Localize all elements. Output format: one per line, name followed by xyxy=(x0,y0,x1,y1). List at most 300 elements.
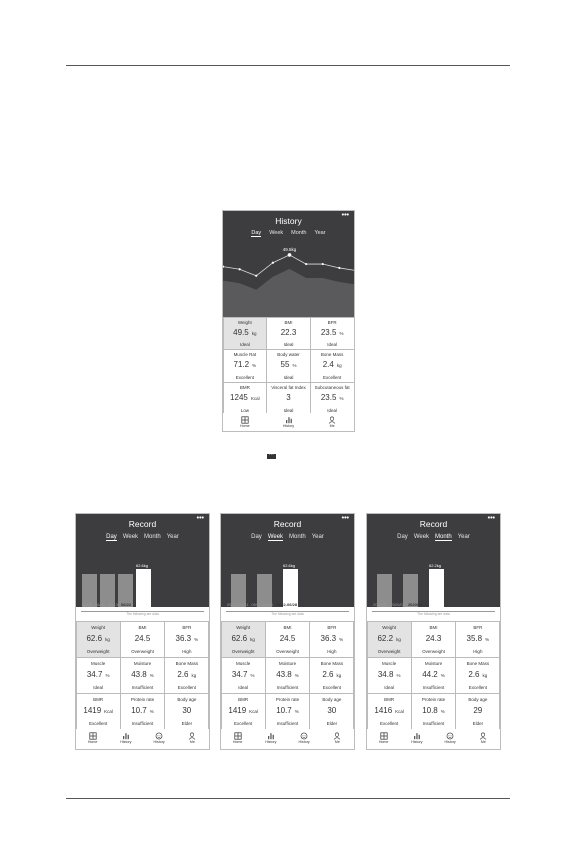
tab-week[interactable]: Week xyxy=(413,534,430,540)
data-point[interactable] xyxy=(223,266,224,268)
metric-status: Insufficient xyxy=(131,685,154,691)
metric-cell-bmr[interactable] xyxy=(367,693,412,730)
record-screen-day xyxy=(75,513,210,750)
me-icon xyxy=(479,732,487,740)
metric-value: 22.3 xyxy=(280,327,297,337)
metric-value-row xyxy=(266,634,309,643)
nav-label: History xyxy=(444,740,456,744)
metric-label: BMI xyxy=(138,624,147,630)
history-icon xyxy=(285,416,293,424)
nav-item-history[interactable] xyxy=(400,729,433,749)
metric-status: Ideal xyxy=(327,407,338,413)
metric-value-row xyxy=(311,360,354,369)
metric-label: Moisture xyxy=(133,660,152,666)
metric-value-row xyxy=(77,670,120,679)
metric-value-row xyxy=(456,706,499,715)
metric-value: 24.5 xyxy=(134,633,151,643)
metric-label: Bone Mass xyxy=(320,660,344,666)
metric-status: Insufficient xyxy=(422,721,445,727)
area-fill xyxy=(223,269,355,319)
metric-status: Ideal xyxy=(327,342,338,348)
more-icon[interactable]: ••• xyxy=(196,515,204,522)
metric-value-row xyxy=(310,706,353,715)
nav-item-me[interactable] xyxy=(321,729,354,749)
metric-label: BFR xyxy=(327,319,337,325)
metric-cell-body-age[interactable] xyxy=(164,693,209,730)
metric-status: Insufficient xyxy=(276,721,299,727)
date-tick[interactable]: 05/26-06/01 xyxy=(227,602,249,607)
metric-label: Weight xyxy=(236,624,251,630)
metric-cell-moisture[interactable] xyxy=(265,657,310,694)
metric-unit: % xyxy=(105,672,110,678)
metric-value: 44.2 xyxy=(422,669,438,679)
metric-value: 2.6 xyxy=(177,669,189,679)
metric-value: 30 xyxy=(327,706,337,716)
metric-value: 10.7 xyxy=(276,706,292,716)
nav-item-history[interactable] xyxy=(434,729,467,749)
nav-item-history[interactable] xyxy=(143,729,176,749)
metric-value: 30 xyxy=(182,706,192,716)
metric-status: Excellent xyxy=(380,721,399,727)
metric-cell-bfr[interactable] xyxy=(455,621,500,658)
metric-label: BMR xyxy=(238,697,249,703)
metric-status: Excellent xyxy=(234,721,253,727)
metric-status: Excellent xyxy=(323,374,342,380)
metric-status: Ideal xyxy=(93,685,104,691)
nav-item-home[interactable] xyxy=(223,413,267,431)
metric-value: 34.7 xyxy=(231,669,248,679)
period-tabs xyxy=(223,230,354,237)
metric-value-row xyxy=(222,670,265,679)
metric-status: Overweight xyxy=(86,648,110,654)
metric-value: 49.5 xyxy=(233,327,249,337)
metric-cell-protein-rate[interactable] xyxy=(265,693,310,730)
nav-label: History xyxy=(282,424,295,428)
metric-unit: % xyxy=(294,709,299,715)
bar-value-label: 62.6kg xyxy=(136,563,149,568)
tab-month[interactable]: Month xyxy=(144,534,161,540)
nav-item-history[interactable] xyxy=(109,729,142,749)
metric-status: Ideal xyxy=(283,407,294,413)
tab-week[interactable]: Week xyxy=(267,534,284,540)
metric-label: Muscle xyxy=(91,660,106,666)
metric-cell-bone-mass[interactable] xyxy=(309,657,354,694)
me-icon xyxy=(328,416,336,424)
nav-label: Me xyxy=(480,740,486,744)
home-icon xyxy=(89,732,97,740)
metric-status: Ideal xyxy=(283,374,294,380)
metric-cell-bone-mass[interactable] xyxy=(164,657,209,694)
metric-label: BMR xyxy=(93,697,104,703)
nav-label: Home xyxy=(240,424,250,428)
metric-status: Ideal xyxy=(238,685,249,691)
metric-status: Elder xyxy=(472,721,484,727)
metric-unit: % xyxy=(339,636,344,642)
metric-value: 1419 xyxy=(228,706,247,716)
smile-icon xyxy=(446,732,454,740)
metric-value: 1245 xyxy=(230,392,248,402)
nav-label: Home xyxy=(87,740,98,744)
history-icon xyxy=(413,732,421,740)
metric-unit: % xyxy=(440,709,445,715)
bar-value-label: 62.2kg xyxy=(429,563,442,568)
date-tick[interactable]: 2020/09 xyxy=(407,602,423,607)
metric-value: 23.5 xyxy=(320,392,337,402)
nav-item-home[interactable] xyxy=(221,729,254,749)
metric-label: Muscle xyxy=(382,660,397,666)
following-data-label: The following are data xyxy=(81,611,204,617)
tab-week[interactable]: Week xyxy=(269,230,284,236)
metric-unit: kg xyxy=(191,672,197,678)
metric-unit: Kcal xyxy=(104,709,113,715)
metric-label: Subcutaneous fat xyxy=(314,384,350,390)
nav-label: History xyxy=(298,740,310,744)
metric-value-row xyxy=(310,634,353,643)
metric-label: Protein rate xyxy=(130,697,155,703)
metric-status: High xyxy=(327,648,337,654)
metric-cell-bmi[interactable] xyxy=(266,317,311,351)
following-data-label: The following are data xyxy=(372,611,495,617)
metric-value: 36.3 xyxy=(320,633,337,643)
metric-cell-protein-rate[interactable] xyxy=(120,693,165,730)
page-title: Record xyxy=(273,519,302,529)
metric-status: Ideal xyxy=(283,342,294,348)
nav-item-history[interactable] xyxy=(254,729,287,749)
tab-year[interactable]: Year xyxy=(457,534,470,540)
metric-cell-weight[interactable] xyxy=(367,621,412,658)
metric-status: Excellent xyxy=(89,721,108,727)
metric-cell-bfr[interactable] xyxy=(309,621,354,658)
metric-value-row xyxy=(222,706,265,715)
metric-value-row xyxy=(222,634,265,643)
metric-status: Overweight xyxy=(377,648,401,654)
bottom-nav xyxy=(221,729,354,749)
metric-label: Bone Mass xyxy=(175,660,199,666)
nav-item-me[interactable] xyxy=(467,729,500,749)
metric-cell-muscle[interactable] xyxy=(76,657,121,694)
tab-year[interactable]: Year xyxy=(311,534,324,540)
metric-label: BMI xyxy=(284,319,293,325)
metric-value: 34.8 xyxy=(377,669,394,679)
metric-cell-bmr[interactable] xyxy=(76,693,121,730)
metrics-grid xyxy=(221,621,354,730)
metric-value-row xyxy=(311,393,354,402)
nav-label: History xyxy=(411,740,423,744)
metric-status: Excellent xyxy=(322,685,341,691)
metric-value: 2.6 xyxy=(468,669,480,679)
metric-status: Ideal xyxy=(384,685,395,691)
tab-day[interactable]: Day xyxy=(251,534,262,540)
metric-status: High xyxy=(473,648,483,654)
nav-item-history[interactable] xyxy=(267,413,311,431)
metric-cell-bmi[interactable] xyxy=(120,621,165,658)
metric-cell-bmr[interactable] xyxy=(221,693,266,730)
record-header xyxy=(221,514,354,607)
metric-cell-bone-mass[interactable] xyxy=(310,349,355,383)
metric-status: High xyxy=(182,648,192,654)
metric-value: 24.5 xyxy=(279,633,296,643)
metric-cell-weight[interactable] xyxy=(223,317,268,351)
nav-label: Me xyxy=(189,740,195,744)
metric-cell-body-age[interactable] xyxy=(455,693,500,730)
metric-label: BFR xyxy=(327,624,337,630)
metric-value-row xyxy=(368,706,411,715)
me-icon xyxy=(333,732,341,740)
metric-value: 24.3 xyxy=(425,633,442,643)
metric-value: 71.2 xyxy=(233,360,250,370)
metric-value-row xyxy=(121,706,164,715)
metric-label: Bone Mass xyxy=(320,352,344,358)
following-data-label: The following are data xyxy=(226,611,349,617)
metric-unit: % xyxy=(292,363,297,369)
metric-value: 10.8 xyxy=(422,706,438,716)
date-tick[interactable]: 2020/07 xyxy=(390,602,405,607)
metric-value-row xyxy=(77,706,120,715)
metric-status: Overweight xyxy=(231,648,255,654)
metric-value: 62.2 xyxy=(377,633,394,643)
tab-year[interactable]: Year xyxy=(314,230,326,236)
metric-value-row xyxy=(412,670,455,679)
data-point[interactable] xyxy=(322,263,324,265)
data-point[interactable] xyxy=(239,268,241,270)
metric-value: 43.8 xyxy=(131,669,147,679)
metric-label: Body age xyxy=(177,697,197,703)
tab-year[interactable]: Year xyxy=(166,534,179,540)
metric-label: Weight xyxy=(91,624,106,630)
metric-unit: % xyxy=(149,672,154,678)
nav-label: Me xyxy=(329,424,335,428)
metric-label: Body water xyxy=(277,352,300,358)
page-title: Record xyxy=(128,519,157,529)
more-icon[interactable]: ••• xyxy=(341,515,349,522)
metrics-grid xyxy=(367,621,500,730)
metric-label: Body age xyxy=(468,697,488,703)
nav-label: Me xyxy=(334,740,340,744)
metric-label: Muscle Rat xyxy=(233,352,257,358)
metric-cell-moisture[interactable] xyxy=(120,657,165,694)
date-tick[interactable]: 06/22 xyxy=(121,602,132,607)
metric-unit: kg xyxy=(336,672,342,678)
metric-value: 10.7 xyxy=(131,706,147,716)
metric-label: BMI xyxy=(429,624,438,630)
data-point[interactable] xyxy=(338,267,340,269)
smile-icon xyxy=(155,732,163,740)
metric-value-row xyxy=(266,706,309,715)
metric-value-row xyxy=(266,670,309,679)
metric-status: Overweight xyxy=(276,648,299,654)
metric-unit: Kcal xyxy=(250,395,260,401)
metric-label: Muscle xyxy=(236,660,251,666)
date-tick[interactable]: 06/05 xyxy=(82,602,93,607)
nav-label: Home xyxy=(378,740,389,744)
metric-unit: % xyxy=(149,709,154,715)
metric-value-row xyxy=(310,670,353,679)
metric-cell-protein-rate[interactable] xyxy=(411,693,456,730)
metric-unit: kg xyxy=(251,330,257,336)
record-header xyxy=(367,514,500,607)
metric-status: Excellent xyxy=(235,374,254,380)
history-icon xyxy=(267,732,275,740)
metric-cell-moisture[interactable] xyxy=(411,657,456,694)
metric-label: BMI xyxy=(283,624,292,630)
metric-value-row xyxy=(77,634,120,643)
metric-unit: % xyxy=(396,672,401,678)
metric-cell-subcutaneous-fat[interactable] xyxy=(310,382,355,416)
metric-value: 3 xyxy=(286,392,291,402)
history-icon xyxy=(122,732,130,740)
metric-unit: % xyxy=(252,363,257,369)
period-tabs xyxy=(367,534,500,541)
metric-status: Excellent xyxy=(177,685,196,691)
metric-cell-bmi[interactable] xyxy=(265,621,310,658)
weight-line-chart xyxy=(223,239,355,319)
metric-value: 23.5 xyxy=(320,327,337,337)
metric-value: 55 xyxy=(280,360,290,370)
metric-cell-bmi[interactable] xyxy=(411,621,456,658)
metric-status: Low xyxy=(240,407,249,413)
metric-cell-body-age[interactable] xyxy=(309,693,354,730)
date-tick[interactable]: 2020/05 xyxy=(373,602,388,607)
metric-unit: % xyxy=(440,672,445,678)
tab-week[interactable]: Week xyxy=(122,534,139,540)
metric-label: BMR xyxy=(239,384,250,390)
metric-cell-body-water[interactable] xyxy=(266,349,311,383)
record-header xyxy=(76,514,209,607)
date-tick[interactable]: 06/13 xyxy=(108,602,119,607)
metric-unit: % xyxy=(485,636,490,642)
metric-status: Elder xyxy=(181,721,193,727)
metric-status: Overweight xyxy=(131,648,154,654)
metric-unit: kg xyxy=(105,636,110,642)
metric-value: 29 xyxy=(473,706,483,716)
metric-label: Protein rate xyxy=(421,697,446,703)
me-icon xyxy=(188,732,196,740)
date-tick[interactable]: 06/09 xyxy=(95,602,106,607)
metric-label: Weight xyxy=(382,624,397,630)
metric-value: 1416 xyxy=(374,706,393,716)
metric-cell-weight[interactable] xyxy=(221,621,266,658)
metric-unit: Kcal xyxy=(249,709,258,715)
metric-cell-muscle-rat[interactable] xyxy=(223,349,268,383)
metric-value: 1419 xyxy=(83,706,102,716)
metric-value: 2.6 xyxy=(322,669,334,679)
nav-item-me[interactable] xyxy=(310,413,354,431)
metric-status: Insufficient xyxy=(276,685,299,691)
tab-day[interactable]: Day xyxy=(251,230,262,236)
metric-status: Insufficient xyxy=(131,721,154,727)
nav-item-me[interactable] xyxy=(176,729,209,749)
bottom-rule xyxy=(66,798,510,799)
data-point[interactable] xyxy=(255,275,257,277)
metric-status: Insufficient xyxy=(422,685,445,691)
nav-label: Home xyxy=(232,740,243,744)
metric-cell-visceral-fat-index[interactable] xyxy=(266,382,311,416)
metric-value-row xyxy=(224,328,267,337)
record-screen-week xyxy=(220,513,355,750)
date-axis xyxy=(82,602,207,607)
metric-label: BMR xyxy=(384,697,395,703)
metric-unit: kg xyxy=(336,363,342,369)
metric-unit: % xyxy=(294,672,299,678)
more-icon[interactable]: ••• xyxy=(341,212,349,219)
metric-label: Body age xyxy=(322,697,342,703)
nav-item-home[interactable] xyxy=(367,729,400,749)
metric-unit: % xyxy=(339,395,344,401)
period-tabs xyxy=(76,534,209,541)
history-screen xyxy=(222,210,355,432)
page-title: Record xyxy=(419,519,448,529)
metric-value-row xyxy=(224,360,267,369)
metric-value-row xyxy=(456,634,499,643)
smile-icon xyxy=(300,732,308,740)
metric-label: BFR xyxy=(473,624,483,630)
metric-value-row xyxy=(412,706,455,715)
tab-month[interactable]: Month xyxy=(435,534,452,540)
tab-day[interactable]: Day xyxy=(397,534,408,540)
peak-label: 49.5kg xyxy=(282,246,297,252)
metric-cell-bfr[interactable] xyxy=(310,317,355,351)
metric-value: 2.4 xyxy=(322,360,334,370)
tab-day[interactable]: Day xyxy=(106,534,117,540)
metric-status: Ideal xyxy=(239,342,250,348)
metric-label: BFR xyxy=(182,624,192,630)
metric-cell-bfr[interactable] xyxy=(164,621,209,658)
home-icon xyxy=(234,732,242,740)
metric-cell-muscle[interactable] xyxy=(367,657,412,694)
date-axis xyxy=(227,602,352,607)
tab-month[interactable]: Month xyxy=(289,534,306,540)
metric-status: Excellent xyxy=(468,685,487,691)
metric-cell-bmr[interactable] xyxy=(223,382,268,416)
home-icon xyxy=(241,416,249,424)
metric-cell-bone-mass[interactable] xyxy=(455,657,500,694)
data-point[interactable] xyxy=(305,263,307,265)
metric-label: Moisture xyxy=(424,660,443,666)
metric-unit: % xyxy=(339,330,344,336)
metric-unit: % xyxy=(194,636,199,642)
metric-cell-muscle[interactable] xyxy=(221,657,266,694)
metric-value-row xyxy=(165,634,208,643)
data-point[interactable] xyxy=(272,262,274,264)
ellipsis-icon: ··· xyxy=(269,452,274,458)
metrics-grid xyxy=(76,621,209,730)
metric-value: 36.3 xyxy=(175,633,192,643)
history-header xyxy=(223,211,354,317)
date-tick[interactable]: 06/02-06/08 xyxy=(251,602,273,607)
metric-value: 62.6 xyxy=(231,633,248,643)
tab-month[interactable]: Month xyxy=(291,230,307,236)
metric-value-row xyxy=(121,634,164,643)
date-axis xyxy=(373,602,498,607)
metric-value-row xyxy=(267,360,310,369)
bottom-nav xyxy=(76,729,209,749)
metric-cell-weight[interactable] xyxy=(76,621,121,658)
home-icon xyxy=(380,732,388,740)
metric-value: 35.8 xyxy=(466,633,483,643)
metric-value-row xyxy=(311,328,354,337)
nav-label: History xyxy=(265,740,277,744)
date-tick[interactable]: 06/22-06/28 xyxy=(275,602,298,607)
nav-item-home[interactable] xyxy=(76,729,109,749)
nav-item-history[interactable] xyxy=(288,729,321,749)
bottom-nav xyxy=(223,413,354,431)
metric-value: 62.6 xyxy=(86,633,103,643)
period-tabs xyxy=(221,534,354,541)
data-point[interactable] xyxy=(288,253,292,257)
metric-unit: Kcal xyxy=(395,709,404,715)
metric-status: Overweight xyxy=(422,648,445,654)
more-icon[interactable]: ••• xyxy=(487,515,495,522)
